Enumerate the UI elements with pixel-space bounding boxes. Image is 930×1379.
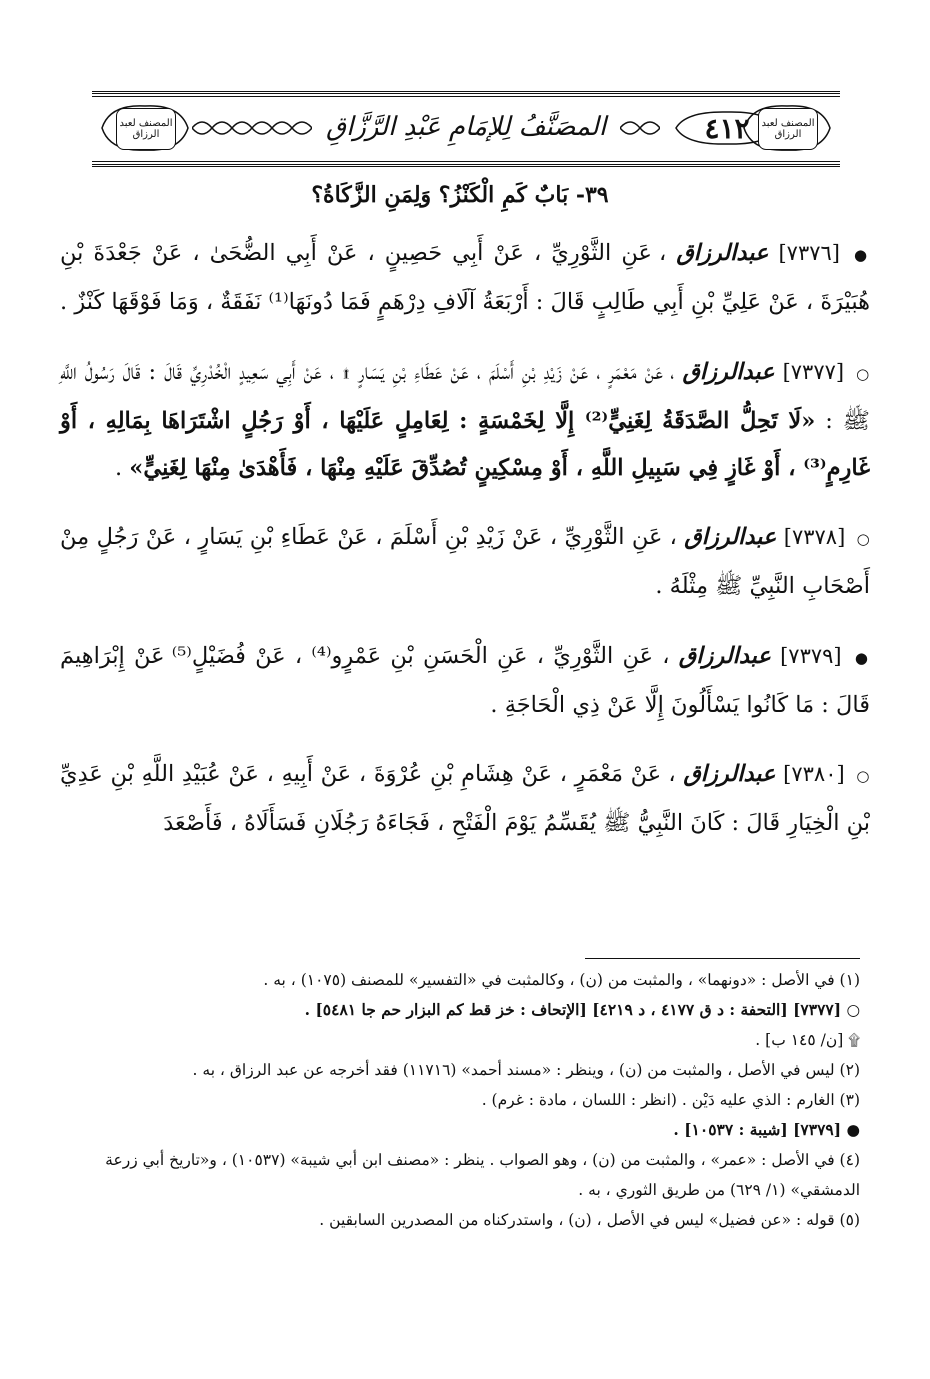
entry-number: [٧٣٧٧]	[782, 359, 845, 384]
header-seal-left	[96, 100, 194, 156]
hadith-entries	[60, 230, 870, 865]
header-seal-right	[738, 100, 836, 156]
footnote: (٢) ليس في الأصل ، والمثبت من (ن) ، وينظر : «مسند أحمد» (١١٧١٦) فقد أخرجه عن عبد الرزاق ، به .	[192, 1061, 860, 1079]
footnote: (٥) قوله : «عن فضيل» ليس في الأصل ، (ن) ، واستدركناه من المصدرين السابقين .	[319, 1211, 860, 1229]
entry-number: [٧٣٧٦]	[778, 241, 840, 265]
seal-text: المصنف لعبد الرزاق	[116, 108, 176, 150]
entry-text: ، عَنِ الثَّوْرِيِّ ، عَنْ أَبِي حَصِينٍ ، عَنْ أَبِي الضُّحَىٰ ، عَنْ جَعْدَةَ بْنِ هُبَيْرَةَ ، عَنْ عَلِيِّ بْنِ أَبِي طَالِبٍ قَالَ : أَرْبَعَةُ آلَافِ دِرْهَمٍ فَمَا دُونَهَا⁽¹⁾ نَفَقَةٌ ، وَمَا فَوْقَهَا كَنْزٌ .	[60, 240, 870, 315]
footnote: (٣) الغارم : الذي عليه دَيْن . (انظر : اللسان ، مادة : غرم) .	[481, 1091, 860, 1109]
entry-number: [٧٣٨٠]	[783, 762, 845, 786]
footnote-divider	[585, 958, 860, 959]
book-title: المصَنَّفُ لِلإمَامِ عَبْدِ الرَّزَّاقِ	[325, 112, 607, 142]
entry-text-end: .	[114, 454, 123, 481]
hadith-entry	[60, 751, 870, 847]
footnotes	[70, 965, 860, 1235]
entry-marker: ●	[854, 246, 870, 264]
entry-author: عبدالرزاق	[676, 240, 769, 266]
entry-marker: ○	[856, 530, 870, 548]
braid-ornament-left	[192, 116, 312, 140]
hadith-entry	[60, 349, 870, 492]
page-number-value: ٤١٢	[704, 111, 750, 145]
hadith-entry	[60, 514, 870, 610]
entry-text: ، عَنِ الثَّوْرِيِّ ، عَنْ زَيْدِ بْنِ أَسْلَمَ ، عَنْ عَطَاءِ بْنِ يَسَارٍ ، عَنْ رَجُلٍ مِنْ أَصْحَابِ النَّبِيِّ ﷺ مِثْلَهُ .	[60, 524, 870, 599]
footnote: ۩ [ن/ ١٤٥ ب] .	[755, 1031, 860, 1049]
page-header	[92, 91, 840, 167]
entry-text: ، عَنْ مَعْمَرٍ ، عَنْ زَيْدِ بْنِ أَسْلَمَ ، عَنْ عَطَاءِ بْنِ يَسَارٍ ۩ ، عَنْ أَبِي سَعِيدٍ الْخُدْرِيِّ قَالَ : قَالَ رَسُولُ اللَّهِ ﷺ :	[60, 358, 870, 434]
seal-text: المصنف لعبد الرزاق	[758, 108, 818, 150]
footnote: ● [٧٣٧٩] [شيبة : ١٠٥٣٧] .	[673, 1120, 860, 1139]
entry-author: عبدالرزاق	[683, 761, 776, 787]
hadith-entry	[60, 230, 870, 326]
entry-number: [٧٣٧٩]	[780, 643, 842, 668]
entry-number: [٧٣٧٨]	[783, 525, 846, 549]
entry-text: ، عَنِ الثَّوْرِيِّ ، عَنِ الْحَسَنِ بْنِ عَمْرٍو⁽⁴⁾ ، عَنْ فُضَيْلٍ⁽⁵⁾ عَنْ إِبْرَاهِيمَ قَالَ : مَا كَانُوا يَسْأَلُونَ إِلَّا عَنْ ذِي الْحَاجَةِ .	[60, 642, 870, 718]
entry-quote: «لَا تَحِلُّ الصَّدَقَةُ لِغَنِيٍّ⁽²⁾ إِلَّا لِخَمْسَةٍ : لِعَامِلٍ عَلَيْهَا ، أَوْ رَجُلٍ اشْتَرَاهَا بِمَالِهِ ، أَوْ غَارِمٍ⁽³⁾ ، أَوْ غَازٍ فِي سَبِيلِ اللَّهِ ، أَوْ مِسْكِينٍ تُصُدِّقَ عَلَيْهِ مِنْهَا ، فَأَهْدَىٰ مِنْهَا لِغَنِيٍّ»	[60, 407, 870, 481]
footnote: (٤) في الأصل : «عمر» ، والمثبت من (ن) ، وهو الصواب . ينظر : «مصنف ابن أبي شيبة» (١٠٥٣٧) ، و«تاريخ أبي زرعة الدمشقي» (١/ ٦٢٩) من طريق الثوري ، به .	[105, 1151, 860, 1199]
braid-ornament-center	[620, 116, 660, 140]
entry-author: عبدالرزاق	[678, 642, 771, 669]
entry-author: عبدالرزاق	[682, 358, 775, 385]
footnote: (١) في الأصل : «دونهما» ، والمثبت من (ن) ، وكالمثبت في «التفسير» للمصنف (١٠٧٥) ، به .	[263, 971, 860, 989]
entry-author: عبدالرزاق	[684, 524, 777, 550]
entry-marker: ○	[856, 767, 870, 785]
hadith-entry	[60, 633, 870, 729]
entry-text: ، عَنْ مَعْمَرٍ ، عَنْ هِشَامِ بْنِ عُرْوَةَ ، عَنْ أَبِيهِ ، عَنْ عُبَيْدِ اللَّهِ بْنِ عَدِيِّ بْنِ الْخِيَارِ قَالَ : كَانَ النَّبِيُّ ﷺ يُقَسِّمُ يَوْمَ الْفَتْحِ ، فَجَاءَهُ رَجُلَانِ فَسَأَلَاهُ ، فَأَصْعَدَ	[60, 761, 870, 836]
footnote: ○ [٧٣٧٧] [التحفة : د ق ٤١٧٧ ، د ٤٢١٩] [الإتحاف : خز قط كم البزار حم جا ٥٤٨١] .	[304, 1000, 860, 1019]
entry-marker: ○	[856, 364, 870, 383]
entry-marker: ●	[854, 648, 870, 667]
chapter-heading: ٣٩- بَابٌ كَمِ الْكَنْزُ؟ وَلِمَنِ الزَّكَاةُ؟	[311, 182, 609, 208]
